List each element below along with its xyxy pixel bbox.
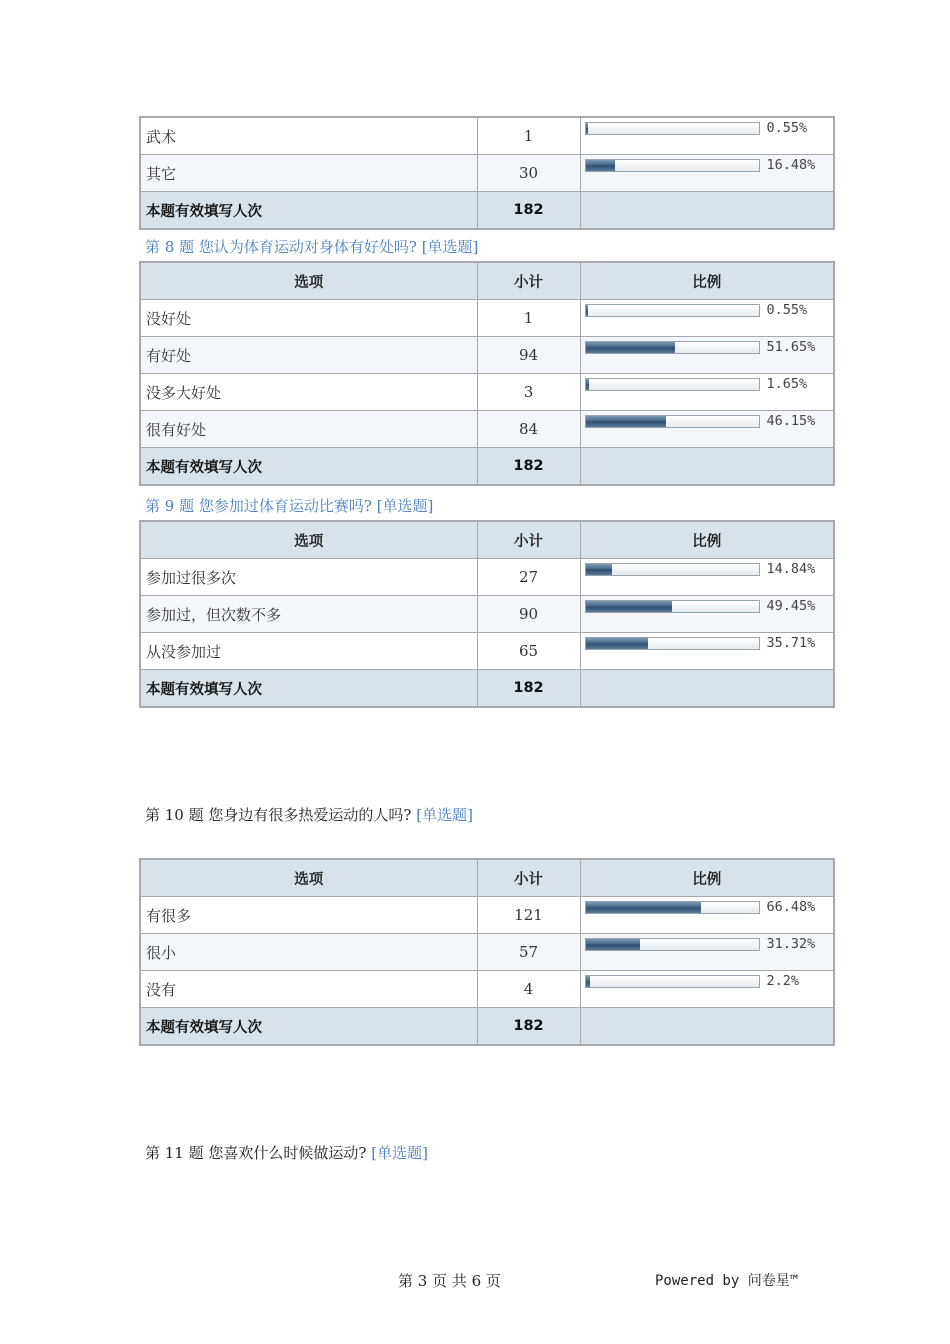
ratio-bar-fill	[586, 416, 666, 427]
option-label: 很小	[140, 934, 477, 971]
ratio-percent: 16.48%	[766, 157, 816, 173]
table-row	[140, 559, 834, 596]
ratio-cell	[580, 374, 834, 411]
q11-title	[145, 1142, 428, 1163]
header-count: 小计	[477, 262, 580, 300]
option-count: 1	[477, 300, 580, 337]
q8-title	[145, 236, 478, 257]
ratio-percent: 31.32%	[766, 936, 816, 952]
ratio-cell	[580, 971, 834, 1008]
table-row	[140, 155, 834, 192]
q10-title-text: 第 10 题 您身边有很多热爱运动的人吗?	[145, 806, 412, 824]
q9-title	[145, 495, 433, 516]
q8-type-tag: [单选题]	[421, 238, 479, 256]
ratio-bar	[585, 938, 760, 951]
header-ratio: 比例	[580, 859, 834, 897]
total-label: 本题有效填写人次	[140, 192, 477, 230]
total-row	[140, 670, 834, 708]
header-ratio: 比例	[580, 521, 834, 559]
ratio-percent: 2.2%	[766, 973, 800, 989]
ratio-bar	[585, 637, 760, 650]
total-empty-cell	[580, 192, 834, 230]
ratio-cell	[580, 596, 834, 633]
option-count: 4	[477, 971, 580, 1008]
option-label: 有好处	[140, 337, 477, 374]
total-empty-cell	[580, 448, 834, 486]
header-option: 选项	[140, 521, 477, 559]
option-count: 90	[477, 596, 580, 633]
option-count: 84	[477, 411, 580, 448]
option-count: 30	[477, 155, 580, 192]
ratio-bar	[585, 304, 760, 317]
total-count: 182	[477, 1008, 580, 1046]
header-option: 选项	[140, 262, 477, 300]
ratio-bar-fill	[586, 638, 648, 649]
ratio-bar-fill	[586, 939, 640, 950]
table-row	[140, 971, 834, 1008]
ratio-cell	[580, 633, 834, 670]
ratio-percent: 0.55%	[766, 120, 808, 136]
ratio-percent: 46.15%	[766, 413, 816, 429]
total-label: 本题有效填写人次	[140, 1008, 477, 1046]
option-label: 有很多	[140, 897, 477, 934]
ratio-cell	[580, 300, 834, 337]
header-row	[140, 859, 834, 897]
ratio-percent: 66.48%	[766, 899, 816, 915]
ratio-bar	[585, 563, 760, 576]
ratio-percent: 14.84%	[766, 561, 816, 577]
ratio-bar-fill	[586, 976, 590, 987]
header-count: 小计	[477, 859, 580, 897]
ratio-bar-fill	[586, 902, 701, 913]
option-count: 27	[477, 559, 580, 596]
table-row	[140, 633, 834, 670]
ratio-bar	[585, 122, 760, 135]
table-row	[140, 934, 834, 971]
option-count: 65	[477, 633, 580, 670]
q9-title-text: 第 9 题 您参加过体育运动比赛吗?	[145, 497, 372, 515]
ratio-bar	[585, 975, 760, 988]
ratio-bar-fill	[586, 123, 588, 134]
option-label: 其它	[140, 155, 477, 192]
option-count: 57	[477, 934, 580, 971]
table-row	[140, 117, 834, 155]
ratio-percent: 51.65%	[766, 339, 816, 355]
ratio-bar-fill	[586, 342, 675, 353]
option-label: 从没参加过	[140, 633, 477, 670]
ratio-bar	[585, 415, 760, 428]
q11-title-text: 第 11 题 您喜欢什么时候做运动?	[145, 1144, 367, 1162]
option-label: 没好处	[140, 300, 477, 337]
option-count: 3	[477, 374, 580, 411]
option-label: 没多大好处	[140, 374, 477, 411]
header-ratio: 比例	[580, 262, 834, 300]
option-label: 参加过，但次数不多	[140, 596, 477, 633]
ratio-percent: 1.65%	[766, 376, 808, 392]
option-count: 94	[477, 337, 580, 374]
ratio-cell	[580, 337, 834, 374]
ratio-bar	[585, 341, 760, 354]
total-row	[140, 192, 834, 230]
total-empty-cell	[580, 670, 834, 708]
option-count: 1	[477, 117, 580, 155]
q8-title-text: 第 8 题 您认为体育运动对身体有好处吗?	[145, 238, 417, 256]
ratio-bar	[585, 378, 760, 391]
total-label: 本题有效填写人次	[140, 448, 477, 486]
option-label: 参加过很多次	[140, 559, 477, 596]
ratio-cell	[580, 934, 834, 971]
header-option: 选项	[140, 859, 477, 897]
ratio-cell	[580, 117, 834, 155]
total-empty-cell	[580, 1008, 834, 1046]
total-count: 182	[477, 448, 580, 486]
ratio-cell	[580, 155, 834, 192]
table-row	[140, 897, 834, 934]
total-count: 182	[477, 670, 580, 708]
q10-title	[145, 804, 473, 825]
ratio-cell	[580, 897, 834, 934]
ratio-percent: 49.45%	[766, 598, 816, 614]
ratio-bar	[585, 901, 760, 914]
q11-type-tag: [单选题]	[371, 1144, 428, 1162]
header-row	[140, 521, 834, 559]
option-label: 很有好处	[140, 411, 477, 448]
ratio-percent: 35.71%	[766, 635, 816, 651]
q8-result-table	[139, 261, 835, 486]
option-label: 没有	[140, 971, 477, 1008]
option-label: 武术	[140, 117, 477, 155]
table-row	[140, 337, 834, 374]
table-row	[140, 596, 834, 633]
ratio-bar	[585, 600, 760, 613]
option-count: 121	[477, 897, 580, 934]
powered-by: Powered by 问卷星™	[655, 1273, 799, 1289]
header-row	[140, 262, 834, 300]
table-row	[140, 374, 834, 411]
ratio-bar-fill	[586, 601, 672, 612]
ratio-percent: 0.55%	[766, 302, 808, 318]
ratio-cell	[580, 559, 834, 596]
total-label: 本题有效填写人次	[140, 670, 477, 708]
q9-type-tag: [单选题]	[376, 497, 434, 515]
ratio-cell	[580, 411, 834, 448]
ratio-bar-fill	[586, 160, 615, 171]
ratio-bar-fill	[586, 564, 612, 575]
total-row	[140, 448, 834, 486]
q10-type-tag: [单选题]	[416, 806, 473, 824]
ratio-bar	[585, 159, 760, 172]
total-row	[140, 1008, 834, 1046]
total-count: 182	[477, 192, 580, 230]
ratio-bar-fill	[586, 379, 589, 390]
q10-result-table	[139, 858, 835, 1046]
q7-result-table	[139, 116, 835, 230]
table-row	[140, 300, 834, 337]
ratio-bar-fill	[586, 305, 588, 316]
table-row	[140, 411, 834, 448]
header-count: 小计	[477, 521, 580, 559]
q9-result-table	[139, 520, 835, 708]
page-number: 第 3 页 共 6 页	[398, 1272, 501, 1290]
